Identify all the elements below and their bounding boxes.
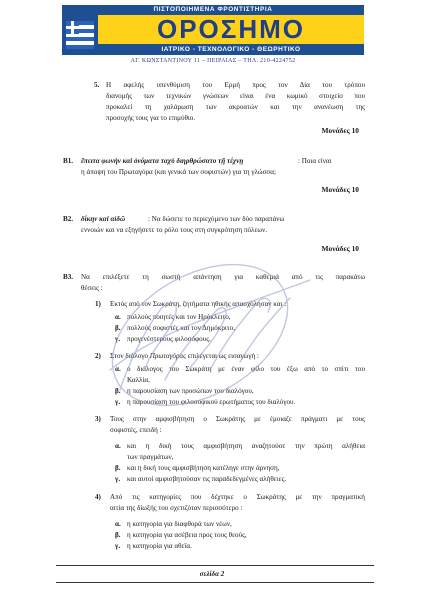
b2-marks: Μονάδες 10 [321, 244, 359, 253]
b3-item-4-option-a-text: η κατηγορία για διαφθορά των νέων, [127, 520, 232, 528]
b3-item-2-number: 2) [95, 352, 101, 360]
b3-item-2-option-b-letter: β. [115, 387, 121, 395]
b3-item-3-number: 3) [95, 415, 101, 423]
b3-item-1-option-a-text: πολλούς ποιητές και τον Ηράκλειτο, [127, 313, 231, 321]
b1-marks: Μονάδες 10 [321, 185, 359, 194]
b3-item-3-option-a-line-2: των πραγμάτων, [127, 453, 174, 461]
b3-item-4-option-b-text: η κατηγορία για ασέβεια προς τους θεούς, [127, 531, 247, 539]
b3-item-1-option-a-letter: α. [115, 313, 121, 321]
q5-marks: Μονάδες 10 [321, 126, 359, 135]
b3-item-3-option-b-letter: β. [115, 464, 121, 472]
b3-item-4-option-b-letter: β. [115, 531, 121, 539]
brand-logo-text: ΟΡΟΣΗΜΟ [98, 15, 364, 44]
b2-line-1-rest: : Να δώσετε το περιεχόμενο των δύο παραπάνω [148, 215, 285, 223]
header-subtitle: ΙΑΤΡΙΚΟ - ΤΕΧΝΟΛΟΓΙΚΟ - ΘΕΩΡΗΤΙΚΟ [98, 44, 364, 55]
b3-item-2-option-b-text: η παρουσίαση των προσώπων του διαλόγου, [127, 387, 254, 395]
b3-item-2-text [110, 351, 259, 361]
b3-item-3-option-a-line-1: και η δική τους αμφισβήτηση αναζητούσε την πρώτη αλήθεια [127, 442, 365, 450]
b3-item-4-option-c-letter: γ. [115, 542, 121, 550]
q5-number: 5. [94, 81, 100, 89]
b3-item-2-option-a-line-2: Καλλία, [127, 376, 150, 384]
q5-line-1: Η αφελής υπενθύμιση του Ερμή προς τον Δία του τρόπου [106, 81, 365, 89]
footer-rule-bottom [56, 582, 374, 583]
b3-item-1-option-c-text: προγενέστερους φιλοσόφους. [127, 335, 211, 343]
b3-item-4-line-1: Από τις κατηγορίες που δέχτηκε ο Σωκράτης με την πραγματική [110, 493, 365, 501]
footer-rule-top [56, 565, 374, 566]
b3-intro-line-1: Να επιλέξετε τη σωστή απάντηση για καθεμιά από τις παρακάτω [81, 273, 365, 281]
b3-label: Β3. [63, 273, 74, 281]
b3-item-3-option-b-text: και η δική τους αμφισβήτηση κατέληγε στην άρνηση, [127, 464, 280, 472]
q5-line-4: προσοχής τους για το επιμύθιο. [106, 114, 196, 122]
greek-flag-logo-icon [62, 15, 98, 55]
b3-item-1-option-c-letter: γ. [115, 335, 121, 343]
b3-item-2-option-a-line-1: ο διάλογος του Σωκράτη με έναν φίλο του έξω από το σπίτι του [127, 365, 365, 373]
b2-line-2: εννοιών και να εξηγήσετε το ρόλο τους στη συγκρότηση πόλεων. [81, 226, 268, 234]
b3-intro-line-2: θέσεις : [81, 284, 103, 292]
q5-line-3: προκαλεί τη χαλάρωση των ακροατών και την ανανέωση της [106, 103, 365, 111]
b3-item-2-text-italic: Πρωταγόρας [149, 352, 186, 360]
b3-item-3-option-c-text: και αυτοί αμφισβητούσαν τις παραδεδεγμένες αλήθειες. [127, 475, 287, 483]
b2-quote: δίκην καὶ αἰδῶ [81, 215, 126, 223]
q5-line-2: διανομής των τεχνικών γνώσεων είναι ένα κωμικό στοιχείο που [106, 92, 365, 100]
b3-item-3-option-a-letter: α. [115, 442, 121, 450]
b3-item-2-option-a-letter: α. [115, 365, 121, 373]
page-number: σελίδα 2 [199, 570, 225, 578]
b3-item-2-text-pre: Στον διάλογο [110, 352, 150, 360]
header-top-strip: ΠΙΣΤΟΠΟΙΗΜΕΝΑ ΦΡΟΝΤΙΣΤΗΡΙΑ [62, 5, 364, 15]
b3-item-1-text: Εκτός από τον Σωκράτη, ζητήματα ηθικής απασχόλησαν και : [110, 300, 287, 308]
b1-line-2: η άποψη του Πρωταγόρα (και γενικά των σοφιστών) για τη γλώσσα; [81, 168, 276, 176]
b3-item-3-line-2: σοφιστές, επειδή : [110, 426, 162, 434]
b3-item-4-option-c-text: η κατηγορία για αθεΐα. [127, 542, 192, 550]
b3-item-1-number: 1) [95, 300, 101, 308]
b3-item-3-option-c-letter: γ. [115, 475, 121, 483]
b3-item-4-option-a-letter: α. [115, 520, 121, 528]
b1-label: Β1. [63, 157, 74, 165]
b3-item-2-option-c-letter: γ. [115, 398, 121, 406]
b2-label: Β2. [63, 215, 74, 223]
b1-quote: ἔπειτα φωνὴν καὶ ὀνόματα ταχὺ διηρθρώσατο τῇ τέχνῃ [81, 157, 244, 165]
b3-item-1-option-b-letter: β. [115, 324, 121, 332]
b3-item-4-line-2: αιτία της δίωξής του σχετιζόταν περισσότερο : [110, 504, 243, 512]
b3-item-2-text-post: επιλέγεται ως εισαγωγή : [185, 352, 259, 360]
b3-item-3-line-1: Τους στην αμφισβήτηση ο Σωκράτης με έμοιαζε πράγματι με τους [110, 415, 365, 423]
b3-item-4-number: 4) [95, 493, 101, 501]
b1-line-1-rest: : Ποια είναι [298, 157, 332, 165]
b3-item-1-option-b-text: πολλούς σοφιστές και τον Δημόκριτο, [127, 324, 235, 332]
header-banner [62, 5, 364, 67]
b3-item-2-option-c-text: η παρουσίαση του φιλοσοφικού ερωτήματος του διαλόγου. [127, 398, 296, 406]
header-address: ΑΓ. ΚΩΝΣΤΑΝΤΙΝΟΥ 11 – ΠΕΙΡΑΙΑΣ – ΤΗΛ. 210-4224752 [130, 58, 296, 64]
